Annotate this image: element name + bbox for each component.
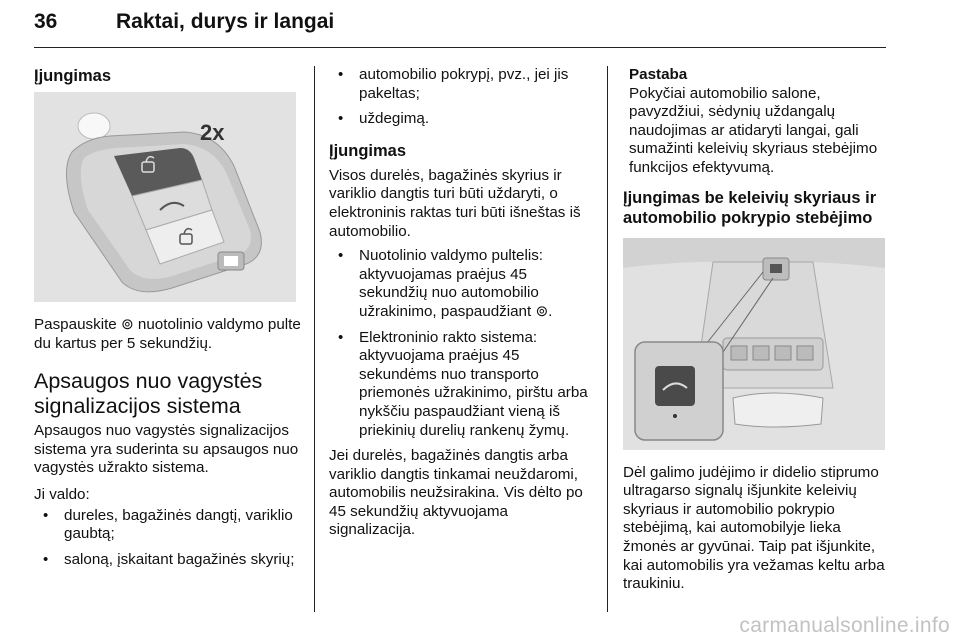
list-item: • Elektroninio rakto sistema: aktyvuojama praėjus 45 sekundėms nuo transporto priemonės užrakinimo, pirštu arba nykščiu paspaudžiant vieną iš priekinių durelių rankenų žymų. (329, 329, 593, 441)
column-divider-1 (314, 66, 315, 612)
column-divider-2 (607, 66, 608, 612)
deactivate-paragraph: Dėl galimo judėjimo ir didelio stiprumo ultragarso signalų išjunkite keleivių skyriaus ir automobilio pokrypio stebėjimą, kai automobilyje lieka žmonės ar gyvūnai. Taip pat išjunkite, kai automobilis yra vežamas keltu arba traukiniu. (623, 463, 885, 593)
list-item: • Nuotolinio valdymo pultelis: aktyvuojamas praėjus 45 sekundžių nuo automobilio užrakinimo, paspaudžiant ⊚. (329, 247, 593, 321)
not-locked-paragraph: Jei durelės, bagažinės dangtis arba variklio dangtis tinkamai neuždaromi, automobilis neužsirakina. Vis dėlto po 45 sekundžių aktyvuojama signalizacija. (329, 447, 583, 539)
watermark: carmanualsonline.info (739, 614, 950, 637)
activation-conditions-paragraph: Visos durelės, bagažinės skyrius ir variklio dangtis turi būti uždaryti, o elektroninis raktas turi būti išneštas iš automobilio. (329, 166, 581, 240)
note-text: Pokyčiai automobilio salone, pavyzdžiui, sėdynių uždangalų naudojimas ar atidaryti langai, gali sumažinti keleivių skyriaus stebėjimo funkcijos efektyvumą. (629, 84, 878, 176)
page-number: 36 (34, 10, 58, 33)
heading-ijungimas-2: Įjungimas (329, 141, 407, 160)
controls-list (34, 507, 302, 570)
section-title-alarm: Apsaugos nuo vagystės signalizacijos sistema (34, 369, 263, 419)
column-2 (329, 60, 593, 540)
list-item: • uždegimą. (329, 110, 593, 129)
list-item: • saloną, įskaitant bagažinės skyrių; (34, 551, 302, 570)
note-block (623, 66, 889, 178)
alarm-intro-paragraph: Apsaugos nuo vagystės signalizacijos sistema yra suderinta su apsaugos nuo vagystės užrakto sistema. (34, 422, 299, 477)
heading-deactivated-monitoring: Įjungimas be keleivių skyriaus ir automobilio pokrypio stebėjimo (623, 188, 877, 227)
press-twice-label: 2x (200, 120, 225, 145)
controls-intro: Ji valdo: (34, 485, 90, 503)
controls-list-continued (329, 66, 593, 129)
list-item: • automobilio pokrypį, pvz., jei jis pakeltas; (329, 66, 593, 103)
overhead-console-illustration (623, 238, 885, 450)
heading-ijungimas-1: Įjungimas (34, 67, 112, 85)
column-3 (623, 60, 889, 594)
activation-methods-list (329, 247, 593, 440)
press-twice-paragraph: Paspauskite ⊚ nuotolinio valdymo pulte du kartus per 5 sekundžių. (34, 316, 301, 352)
page-header (34, 6, 886, 46)
page-title: Raktai, durys ir langai (116, 10, 335, 33)
list-item: • dureles, bagažinės dangtį, variklio gaubtą; (34, 507, 302, 544)
note-title: Pastaba (629, 66, 688, 83)
key-fob-illustration (34, 92, 296, 302)
header-rule (34, 47, 886, 48)
column-1 (34, 60, 302, 569)
